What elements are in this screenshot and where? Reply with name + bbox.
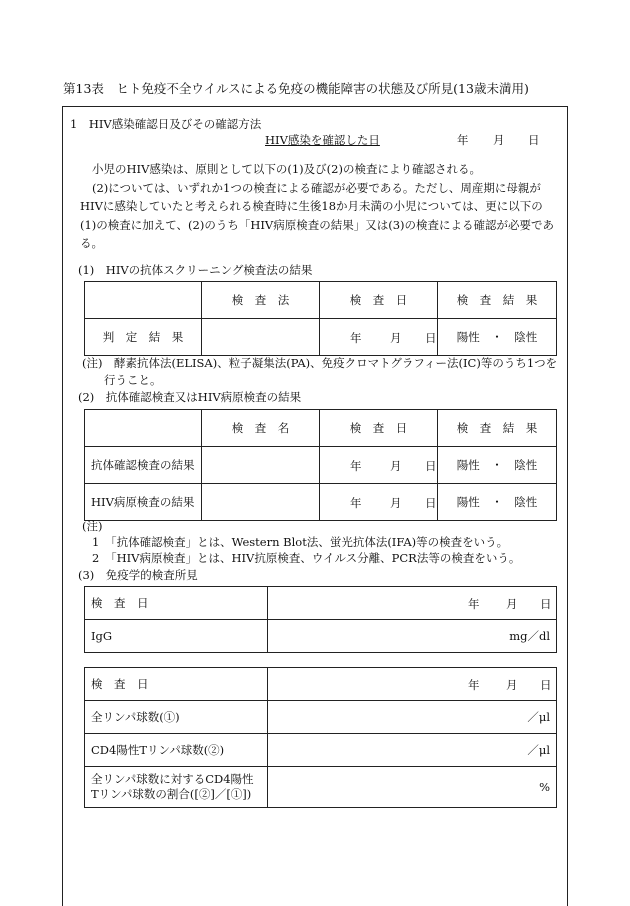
header-cell: 検 査 日 (320, 410, 438, 447)
table-row (85, 767, 557, 808)
sub1-heading: (1) HIVの抗体スクリーニング検査法の結果 (78, 263, 313, 277)
result-field[interactable]: 陽性 ・ 陰性 (438, 484, 557, 521)
date-field[interactable] (320, 447, 438, 484)
method-field[interactable] (202, 319, 320, 356)
header-cell: 検 査 結 果 (438, 410, 557, 447)
month-label: 月 (390, 459, 402, 473)
sub2-heading: (2) 抗体確認検査又はHIV病原検査の結果 (78, 390, 302, 404)
header-cell: 検 査 名 (202, 410, 320, 447)
sub2-note-head: (注) (82, 519, 103, 533)
month-label: 月 (506, 678, 518, 692)
day-label: 日 (425, 331, 437, 345)
row-label: 抗体確認検査の結果 (85, 447, 202, 484)
year-label: 年 (350, 331, 362, 345)
confirm-year: 年 (457, 133, 469, 147)
sub2-note2: 2 「HIV病原検査」とは、HIV抗原検査、ウイルス分離、PCR法等の検査をいう。 (92, 551, 521, 565)
date-field[interactable] (268, 668, 557, 701)
year-label: 年 (350, 459, 362, 473)
date-label: 検 査 日 (85, 587, 268, 620)
ratio-label-line2: Tリンパ球数の割合([②]／[①]) (91, 787, 252, 801)
month-label: 月 (390, 496, 402, 510)
table-row (85, 587, 557, 620)
table-row (85, 484, 557, 521)
test-name-field[interactable] (202, 447, 320, 484)
sub2-note1: 1 「抗体確認検査」とは、Western Blot法、蛍光抗体法(IFA)等の検査をいう。 (92, 535, 509, 549)
year-label: 年 (350, 496, 362, 510)
sub3-heading: (3) 免疫学的検査所見 (78, 568, 198, 582)
confirm-date-line (265, 132, 540, 148)
paragraph-line: (2)については、いずれか1つの検査による確認が必要である。ただし、周産期に母親が (92, 180, 541, 195)
paragraph-line: HIVに感染していたと考えられる検査時に生後18か月未満の小児については、更に以下の (80, 199, 543, 213)
igg-label: IgG (85, 620, 268, 653)
confirm-date-label: HIV感染を確認した日 (265, 133, 380, 147)
header-cell (85, 282, 202, 319)
table-header-row (85, 410, 557, 447)
day-label: 日 (425, 496, 437, 510)
day-label: 日 (540, 597, 552, 611)
igg-table (84, 586, 557, 653)
screening-table (84, 281, 557, 356)
header-cell: 検 査 結 果 (438, 282, 557, 319)
result-field[interactable]: 陽性 ・ 陰性 (438, 319, 557, 356)
ratio-field[interactable]: % (268, 767, 557, 808)
row-label: 判 定 結 果 (85, 319, 202, 356)
date-field[interactable] (320, 484, 438, 521)
table-row (85, 620, 557, 653)
month-label: 月 (506, 597, 518, 611)
table-header-row (85, 282, 557, 319)
sub1-note-line2: 行うこと。 (104, 373, 162, 387)
date-field[interactable] (320, 319, 438, 356)
day-label: 日 (540, 678, 552, 692)
month-label: 月 (390, 331, 402, 345)
date-field[interactable] (268, 587, 557, 620)
confirm-day: 日 (528, 133, 540, 147)
section1-heading: 1 HIV感染確認日及びその確認方法 (70, 117, 262, 131)
table-row (85, 734, 557, 767)
sub1-note-line1: (注) 酵素抗体法(ELISA)、粒子凝集法(PA)、免疫クロマトグラフィー法(IC)等のうち1つを (82, 356, 558, 370)
cd4-field[interactable]: ／μl (268, 734, 557, 767)
form-title: 第13表 ヒト免疫不全ウイルスによる免疫の機能障害の状態及び所見(13歳未満用) (63, 81, 529, 96)
paragraph-line: る。 (80, 236, 103, 250)
paragraph-line: 小児のHIV感染は、原則として以下の(1)及び(2)の検査により確認される。 (92, 162, 481, 176)
ratio-label-line1: 全リンパ球数に対するCD4陽性 (91, 772, 254, 786)
table-row (85, 319, 557, 356)
table-row (85, 447, 557, 484)
year-label: 年 (468, 597, 480, 611)
header-cell (85, 410, 202, 447)
section1-paragraph (80, 160, 562, 253)
year-label: 年 (468, 678, 480, 692)
header-cell: 検 査 日 (320, 282, 438, 319)
cd4-label: CD4陽性Tリンパ球数(②) (85, 734, 268, 767)
table-row (85, 668, 557, 701)
paragraph-line: (1)の検査に加えて、(2)のうち「HIV病原検査の結果」又は(3)の検査による確認が必要であ (80, 217, 555, 232)
header-cell: 検 査 法 (202, 282, 320, 319)
lymphocyte-table (84, 667, 557, 808)
day-label: 日 (425, 459, 437, 473)
ratio-label (85, 767, 268, 808)
total-lymphocyte-label: 全リンパ球数(①) (85, 701, 268, 734)
confirmation-table (84, 409, 557, 521)
table-row (85, 701, 557, 734)
result-field[interactable]: 陽性 ・ 陰性 (438, 447, 557, 484)
igg-field[interactable]: mg／dl (268, 620, 557, 653)
total-lymphocyte-field[interactable]: ／μl (268, 701, 557, 734)
row-label: HIV病原検査の結果 (85, 484, 202, 521)
date-label: 検 査 日 (85, 668, 268, 701)
test-name-field[interactable] (202, 484, 320, 521)
confirm-month: 月 (493, 133, 505, 147)
